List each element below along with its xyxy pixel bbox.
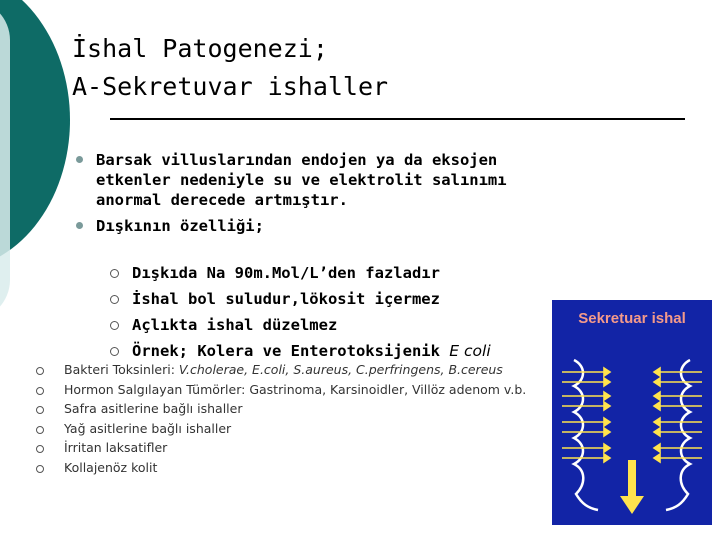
sub-bullet-text: İshal bol suludur,lökosit içermez [132, 290, 440, 308]
main-bullet-text: Barsak villuslarından endojen ya da eksojen etkenler nedeniyle su ve elektrolit salınımı anormal derecede artmıştır. [96, 151, 507, 209]
main-bullet-text: Dışkının özelliği; [96, 217, 264, 235]
decorative-stripe [0, 0, 10, 320]
secretion-arrows-left-icon [562, 368, 610, 462]
ring-bullet-icon [36, 367, 44, 375]
sub-bullet-item [110, 286, 530, 312]
cause-item [36, 362, 536, 378]
ring-bullet-icon [36, 406, 44, 414]
cause-text: Yağ asitlerine bağlı ishaller [64, 420, 232, 436]
decorative-circle [0, 0, 70, 270]
sub-bullet-text: Örnek; Kolera ve Enterotoksijenik [132, 342, 450, 360]
main-bullet-item [76, 216, 546, 236]
title-line-2: A-Sekretuvar ishaller [72, 72, 389, 101]
sub-bullet-italic: E coli [449, 342, 491, 360]
bullet-dot-icon [76, 222, 83, 229]
cause-text: İrritan laksatifler [64, 440, 168, 455]
main-bullet-item [76, 150, 546, 210]
figure-label: Sekretuar ishal [578, 310, 686, 327]
sub-bullet-item [110, 338, 530, 364]
ring-bullet-icon [110, 269, 119, 278]
cause-text: Hormon Salgılayan Tümörler: Gastrinoma, Karsinoidler, Villöz adenom v.b. [64, 381, 527, 397]
sub-bullet-list [110, 260, 530, 364]
cause-text: Safra asitlerine bağlı ishaller [64, 401, 243, 416]
ring-bullet-icon [36, 387, 44, 395]
cause-item [36, 401, 536, 417]
ring-bullet-icon [110, 347, 119, 356]
cause-item [36, 382, 536, 398]
cause-italic: V.cholerae, E.coli, S.aureus, C.perfringens, B.cereus [178, 362, 503, 377]
ring-bullet-icon [36, 465, 44, 473]
intestine-diagram [552, 300, 712, 525]
sub-bullet-item [110, 260, 530, 286]
title-line-1: İshal Patogenezi; [72, 34, 328, 63]
cause-text: Bakteri Toksinleri: [64, 362, 179, 377]
main-bullet-list [76, 150, 546, 242]
sub-bullet-item [110, 312, 530, 338]
cause-item [36, 421, 536, 437]
secretory-diarrhea-figure [552, 300, 712, 525]
slide-title [72, 30, 388, 106]
ring-bullet-icon [110, 295, 119, 304]
cause-item [36, 460, 536, 476]
secretion-arrows-right-icon [654, 368, 702, 462]
cause-list [36, 362, 536, 479]
cause-text: Kollajenöz kolit [64, 459, 158, 475]
ring-bullet-icon [36, 445, 44, 453]
ring-bullet-icon [36, 426, 44, 434]
sub-bullet-text: Açlıkta ishal düzelmez [132, 316, 338, 334]
sub-bullet-text: Dışkıda Na 90m.Mol/L’den fazladır [132, 264, 440, 282]
bullet-dot-icon [76, 156, 83, 163]
cause-item [36, 440, 536, 456]
title-divider [110, 118, 685, 120]
ring-bullet-icon [110, 321, 119, 330]
flow-arrow-down-icon [620, 460, 644, 514]
